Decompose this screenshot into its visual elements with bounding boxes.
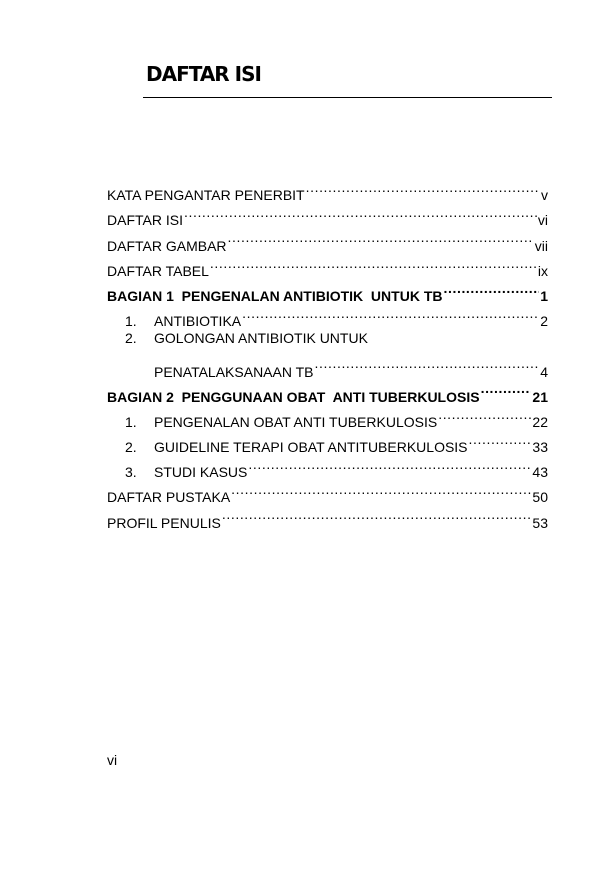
toc-entry-label: BAGIAN 1 PENGENALAN ANTIBIOTIK UNTUK TB — [107, 287, 443, 304]
toc-entry-number: 3. — [125, 464, 137, 481]
toc-entry-label: GOLONGAN ANTIBIOTIK UNTUK — [154, 330, 368, 347]
toc-entry-label: DAFTAR TABEL — [107, 262, 209, 279]
title-divider — [143, 97, 552, 98]
table-of-contents — [107, 175, 548, 531]
dot-leader — [184, 200, 537, 225]
dot-leader — [443, 276, 539, 301]
toc-entry-label: KATA PENGANTAR PENERBIT — [107, 187, 305, 204]
toc-entry-label: DAFTAR PUSTAKA — [107, 489, 231, 506]
toc-entry-kata-pengantar[interactable] — [107, 175, 548, 204]
toc-entry-page: 2 — [540, 313, 548, 330]
toc-entry-page: vi — [537, 212, 548, 229]
dot-leader — [438, 402, 531, 427]
dot-leader — [222, 502, 532, 527]
toc-entry-label: DAFTAR GAMBAR — [107, 237, 227, 254]
toc-entry-page: 53 — [532, 514, 548, 531]
toc-entry-number: 1. — [125, 313, 137, 330]
dot-leader — [306, 175, 540, 200]
toc-entry-page: 1 — [540, 287, 548, 304]
toc-entry-page: 43 — [532, 464, 548, 481]
dot-leader — [228, 225, 534, 250]
toc-entry-page: ix — [537, 262, 548, 279]
toc-entry-number: 2. — [125, 330, 137, 347]
dot-leader — [210, 251, 537, 276]
page-number: vi — [107, 752, 118, 768]
dot-leader — [231, 477, 531, 502]
toc-entry-label: PENGENALAN OBAT ANTI TUBERKULOSIS — [154, 413, 438, 430]
toc-entry-golongan-antibiotik-cont[interactable] — [107, 351, 548, 380]
toc-entry-page: 33 — [532, 439, 548, 456]
page-title: DAFTAR ISI — [146, 62, 261, 86]
toc-entry-number: 2. — [125, 439, 137, 456]
toc-entry-page: 21 — [532, 388, 548, 405]
toc-entry-page: v — [541, 187, 548, 204]
toc-entry-label: BAGIAN 2 PENGGUNAAN OBAT ANTI TUBERKULOSIS — [107, 388, 480, 405]
toc-entry-label: GUIDELINE TERAPI OBAT ANTITUBERKULOSIS — [154, 439, 468, 456]
toc-entry-label: DAFTAR ISI — [107, 212, 183, 229]
toc-entry-label-continued: PENATALAKSANAAN TB — [154, 363, 314, 380]
toc-entry-label: STUDI KASUS — [154, 464, 248, 481]
toc-entry-page: 22 — [532, 413, 548, 430]
toc-entry-page: 50 — [532, 489, 548, 506]
toc-entry-number: 1. — [125, 413, 137, 430]
dot-leader — [481, 377, 532, 402]
toc-entry-label: PROFIL PENULIS — [107, 514, 221, 531]
dot-leader — [469, 427, 532, 452]
toc-entry-page: 4 — [540, 363, 548, 380]
dot-leader — [315, 351, 540, 376]
toc-entry-page: vii — [534, 237, 548, 254]
toc-entry-golongan-antibiotik[interactable] — [107, 326, 548, 351]
dot-leader — [242, 301, 539, 326]
dot-leader — [248, 452, 531, 477]
toc-entry-label: ANTIBIOTIKA — [154, 313, 242, 330]
